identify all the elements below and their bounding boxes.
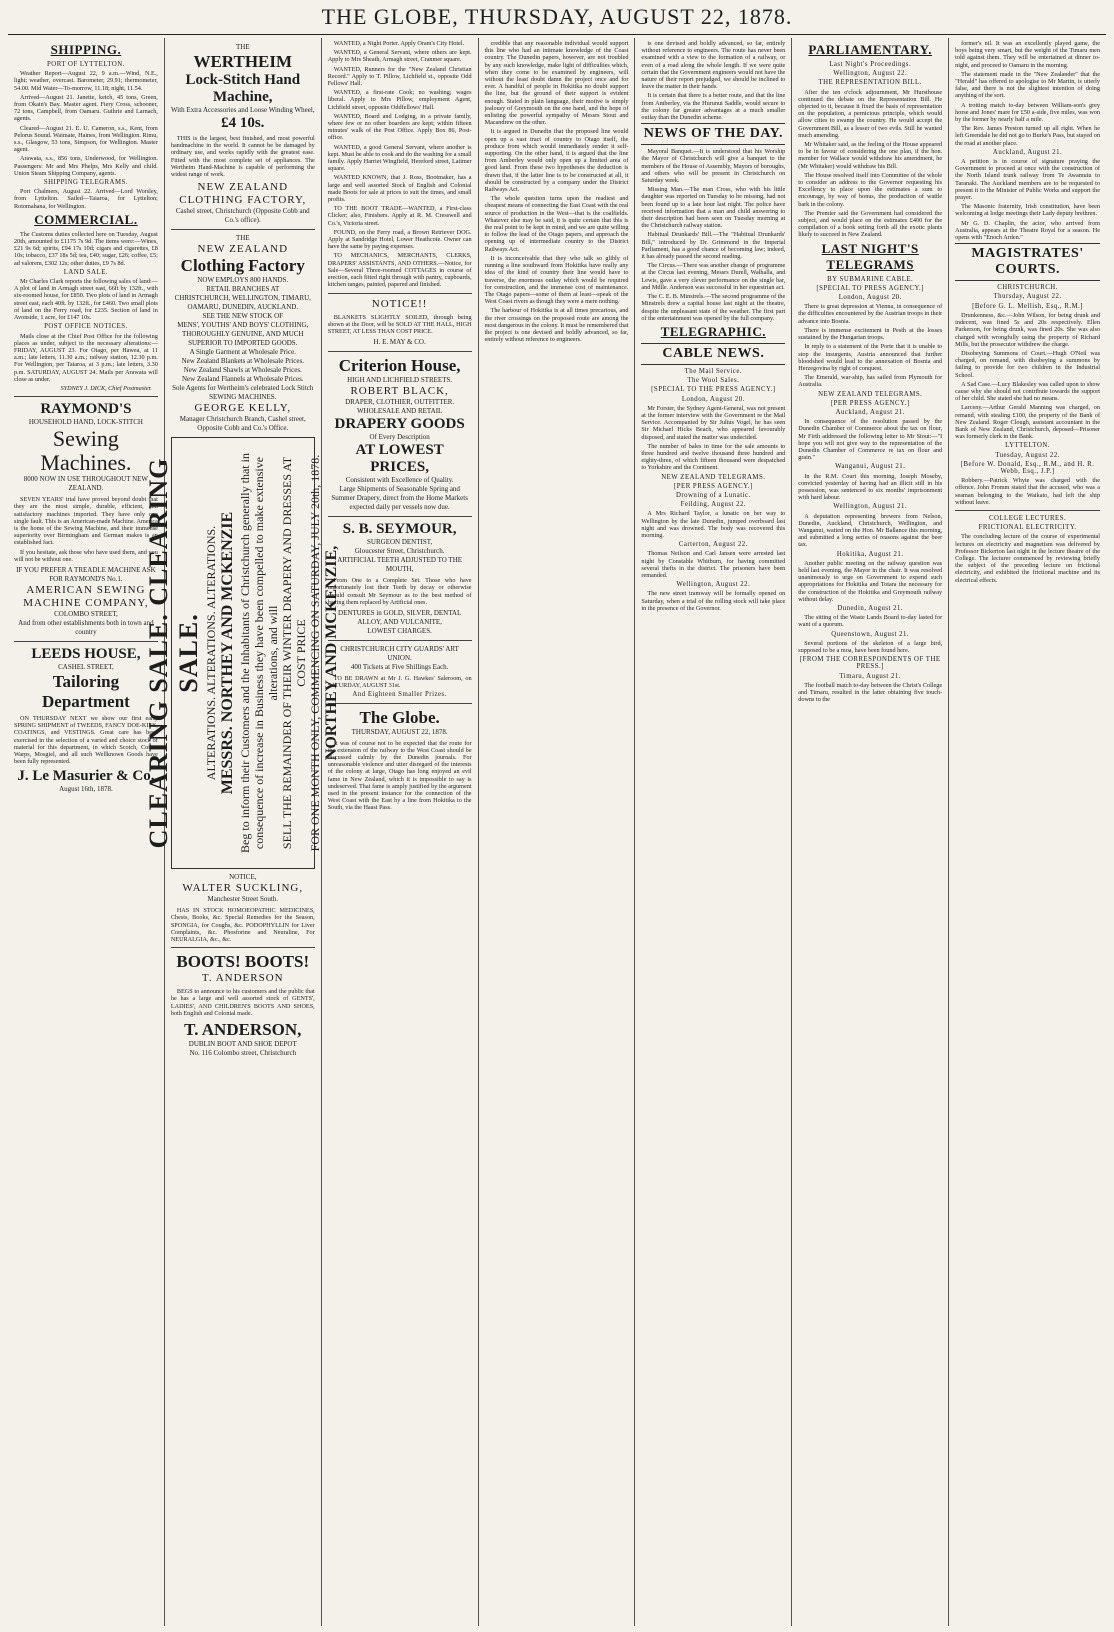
seymour-teeth: ARTIFICIAL TEETH ADJUSTED TO THE MOUTH, <box>337 556 463 574</box>
wertheim-machine: Lock-Stitch Hand Machine, <box>185 72 301 105</box>
factory-kelly: GEORGE KELLY, <box>194 402 292 415</box>
suckling-advert <box>171 873 315 904</box>
factory-employs: NOW EMPLOYS 800 HANDS. <box>197 276 289 285</box>
criterion-trades: DRAPER, CLOTHIER, OUTFITTER. <box>345 398 455 407</box>
factory-shawls: New Zealand Shawls at Wholesale Prices. <box>183 366 302 375</box>
wertheim-extra: With Extra Accessories and Loose Winding Wheel, <box>170 106 315 114</box>
last-nights-telegrams-heading: LAST NIGHT'S TELEGRAMS <box>821 240 919 272</box>
telegram-item: The Rev. James Preston turned up all right. When he left Greendale he did not go to Burke's Pass, but stayed on the road at another place. <box>955 125 1100 147</box>
special-agency-note: [SPECIAL TO THE PRESS AGENCY.] <box>651 386 776 394</box>
london-dateline: London, August 20. <box>681 395 745 403</box>
court-date: Tuesday, August 22. <box>995 451 1060 459</box>
factory-towns: CHRISTCHURCH, WELLINGTON, TIMARU, OAMARU, DUNEDIN, AUCKLAND. <box>174 294 311 312</box>
college-lectures-heading: COLLEGE LECTURES. <box>988 514 1067 522</box>
art-union-text: TO BE DRAWN at Mr J. G. Hawkes' Saleroom, on SATURDAY, AUGUST 31st. <box>327 674 472 690</box>
nzcf-advert <box>171 181 315 225</box>
cable-item: The Emerald, war-ship, has sailed from Plymouth for Australia. <box>798 374 943 389</box>
wanted-ad: TO THE BOOT TRADE—WANTED, a First-class Clicker; also, Finishers. Apply at R. M. Cresswell and Co.'s, Victoria street. <box>327 205 472 227</box>
wanted-ad: WANTED, a first-rate Cook; no washing; wages liberal. Apply to Mrs Pillow, employment Agent, Lichfield street, opposite Oddfellows' Hall. <box>327 89 472 111</box>
globe-date: THURSDAY, AUGUST 22, 1878. <box>351 727 448 736</box>
clearing-sale-line: Beg to inform their Customers and the Inhabitants of Christchurch generally that in consequence of increase in Business they have been compelled to make extensive alterations, and will <box>237 453 280 854</box>
wanted-ad: WANTED, a good General Servant, where another is kept. Must be able to cook and do the washing for a small family. Apply Harriet Wingfield, Hereford street, Latimer square. <box>327 143 472 173</box>
divider <box>14 641 158 642</box>
art-union-tickets: 400 Tickets at Five Shillings Each. <box>350 662 449 671</box>
leeds-advert <box>14 646 158 712</box>
wanted-ad: WANTED, Runners for the "New Zealand Christian Record." Apply to T. Pillow, Lichfield st., opposite Odd Fellows' Hall. <box>327 65 472 88</box>
factory-mens: MENS', YOUTHS' AND BOYS' CLOTHING, THOROUGHLY GENUINE, AND MUCH SUPERIOR TO IMPORTED GOODS. <box>177 321 309 348</box>
clothing-factory-advert <box>171 234 315 433</box>
submarine-cable-subheading: BY SUBMARINE CABLE. <box>827 275 914 283</box>
wanted-ad: WANTED KNOWN, that J. Ross, Bootmaker, has a large and well assorted Stock of English and Colonial made Boots for sale at prices to suit the times, and small profits. <box>327 174 472 204</box>
shipping-telegrams-heading: SHIPPING TELEGRAMS. <box>43 179 128 187</box>
auckland-dateline: Auckland, August 21. <box>992 148 1063 156</box>
leader-paragraph: It is argued in Dunedin that the proposed line would open up a vast tract of country to Otago itself, the produce from which would immediately render it self-supporting. On the other hand, it is argued that the line from Amberley would only open up a limited area of good land. From these two hypotheses the deduction is drawn that, if the latter line is to be constructed at all, it should be constructed by a company under the District Railways Act. <box>484 128 629 194</box>
wertheim-the: THE <box>235 43 250 51</box>
raymond-text: SEVEN YEARS' trial have proved beyond doubt that they are the most simple, durable, efficient, and satisfactory machines imported. They have only one single fault. This is an American-made Machine. America is the home of the Sewing Machine, and their immense superiority over Birmingham and German makes is an established fact. <box>14 496 158 547</box>
court-item: Drunkenness, &c.—John Wilson, for being drunk and indecent, was fined 5s and 20s respectively. Ellen Parkerson, for being drunk, was fined 20s. She was also charged with wrongfully using the property of Richard Mills, but the prosecutor withdrew the charge. <box>955 311 1100 348</box>
court-item: Disobeying Summons of Court.—Hugh O'Neil was charged, on remand, with disobeying a summons by failing to provide for two children in the Industrial School. <box>955 349 1100 379</box>
lyttelton-subheading: LYTTELTON. <box>1005 442 1051 450</box>
criterion-drapery: DRAPERY GOODS <box>334 416 465 433</box>
art-union-advert <box>328 645 472 672</box>
news-item: Mayoral Banquet.—It is understood that his Worship the Mayor of Christchurch will give a banquet to the members of the House of Assembly, Mayors of boroughs, and others who will be present in Christchurch on Saturday week. <box>641 148 786 185</box>
boots-text: BEGS to announce to his customers and the public that he has a large and well assorted stock of GENTS', LADIES', AND CHILDREN'S BOOTS AND SHOES, both English and Colonial made. <box>170 988 315 1017</box>
blankets-text: BLANKETS SLIGHTLY SOILED, through being shown at the Door, will be SOLD AT THE HALL, HIGH STREET, AT LESS THAN COST PRICE. <box>327 313 472 335</box>
suckling-title: WALTER SUCKLING, <box>182 882 304 895</box>
boots-depot: DUBLIN BOOT AND SHOE DEPOT <box>188 1040 297 1049</box>
nzcf-address: Cashel street, Christchurch (Opposite Cobb and Co.'s office). <box>175 207 310 225</box>
boots-address: No. 116 Colombo street, Christchurch <box>189 1049 297 1058</box>
criterion-shipments: Large Shipments of Seasonable Spring and Summer Drapery, direct from the Home Markets expected daily per vessels now due. <box>331 485 468 512</box>
court-before: [Before G. L. Mellish, Esq., R.M.] <box>972 302 1084 310</box>
telegraphic-heading: TELEGRAPHIC. <box>660 323 767 339</box>
boots-anderson: T. ANDERSON <box>201 972 284 985</box>
globe-leader-text: It was of course not to be expected that the route for the extension of the railway to the West Coast should be discussed calmly by the Dunedin journals. For unreasonable violence and utter disregard of the interests of the colony at large, Otago has long enjoyed an evil fame in New Zealand, which it is impossible to say is undeserved. That fame is amply justified by the argument used in the present instance for the connection of the West Coast with the East by a line from Hokitika to the South, via the Haast Pass. <box>327 739 472 812</box>
wanted-ad: WANTED, a Night Porter. Apply Oram's City Hotel. <box>333 40 465 47</box>
leeds-date: August 16th, 1878. <box>59 785 113 794</box>
clearing-sale-title: CLEARING SALE. CLEARING SALE. <box>143 457 203 849</box>
criterion-wholesale: WHOLESALE AND RETAIL <box>356 407 443 416</box>
land-sale-text: Mr Charles Clark reports the following sales of land:—A plot of land in Armagh street east, 66ft by 132ft., with six-roomed house, for £850. Two plots of land in Armagh street east, each 40ft. by 132ft., for £460. Two small plots of land on the Ferry road, for £235. Section of land in Avonside, 1 acre, for £147 10s. <box>14 278 158 322</box>
treadle-advert <box>14 566 158 637</box>
parliament-item: The House resolved itself into Committee of the whole to consider an address to the Governor requesting his Excellency to place upon the estimates a sum to encourage, by way of bonus, the production of wattle bark in the colony. <box>798 171 943 208</box>
post-office-heading: POST OFFICE NOTICES. <box>44 323 128 331</box>
land-sale-heading: LAND SALE. <box>63 268 109 276</box>
leader-paragraph: The whole question turns upon the readiest and cheapest means of connecting the East Coast with the real source of production in the West—that is the coalfields. Whatever else may be said, it is quite certain that this is the real point to be kept in mind, and we are quite willing to follow the lead of the Otago papers, and approach the opening up of intermediate country to the District Railways Act. <box>484 195 629 253</box>
cable-item: The number of bales in time for the sale amounts to three hundred and twelve thousand three hundred and eighty-three, of which fifteen thousand were despatched to Yorkshire and the Continent. <box>641 442 786 472</box>
clearing-sale-month: FOR ONE MONTH ONLY, COMMENCING ON SATURDAY, JULY 20th, 1878. <box>307 454 322 852</box>
factory-wholesale: A Single Garment at Wholesale Price. <box>189 348 296 357</box>
correspondents-note: [FROM THE CORRESPONDENTS OF THE PRESS.] <box>799 656 941 671</box>
nzcf-title: NEW ZEALAND CLOTHING FACTORY, <box>179 181 307 207</box>
raymond-sub: HOUSEHOLD HAND, LOCK-STITCH <box>28 418 143 427</box>
found-ad: FOUND, on the Ferry road, a Brown Retriever DOG. Apply at Sandridge Hotel, Lower Heathcote. Owner can have the same by paying expenses. <box>327 228 472 251</box>
magistrates-courts-heading: MAGISTRATES' COURTS. <box>955 243 1100 281</box>
telegram-item: A Mrs Richard Taylor, a lunatic on her way to Wellington by the late Dunedin, jumped overboard last night and was drowned. The body was recovered this morning. <box>641 510 786 539</box>
column-1 <box>8 38 165 1626</box>
cable-item: In reply to a statement of the Porte that it is unable to stop the insurgents, Austria announced that further bloodshed would lead to the annexation of Bosnia and Herzegovina by right of conquest. <box>798 343 943 372</box>
wanganui-dateline: Wanganui, August 21. <box>835 463 906 471</box>
criterion-consistent: Consistent with Excellence of Quality. <box>345 476 454 485</box>
telegram-item: A trotting match to-day between William-son's grey horse and Jones' mare for £50 a-side, five miles, was won by the former by nearly half a mile. <box>955 101 1100 124</box>
representation-bill-heading: THE REPRESENTATION BILL. <box>818 79 922 87</box>
telegram-item: Mr G. D. Chaplin, the actor, who arrived from Australia, appears at the Theatre Royal for a season. He opens with "Enoch Arden." <box>955 219 1100 242</box>
court-before: [Before W. Donald, Esq., R.M., and H. R. Webb, Esq., J.P.] <box>960 460 1095 475</box>
art-union-prizes: And Eighteen Smaller Prizes. <box>352 691 447 699</box>
court-item: Larceny.—Arthur Gerald Manning was charged, on remand, with stealing £100, the property of the Bank of New Zealand. Roger Clough, assistant accountant in the Bank of New Zealand, Christchurch, deposed—Prisoner was formerly clerk in the Bank. <box>955 404 1100 441</box>
leeds-signature: J. Le Masurier & Co. <box>17 768 155 785</box>
criterion-description: Of Every Description <box>369 433 430 442</box>
wellington-dateline: Wellington, August 21. <box>833 503 908 511</box>
divider <box>328 351 472 352</box>
nz-telegrams-heading: NEW ZEALAND TELEGRAMS. <box>818 390 923 398</box>
telegram-item: The new street tramway will be formally opened on Saturday, when a trial of the rolling stock will take place in the presence of the Governor. <box>641 590 786 612</box>
carterton-dateline: Carterton, August 22. <box>678 541 748 549</box>
cable-news-heading: CABLE NEWS. <box>641 343 785 365</box>
raymond-advert <box>14 401 158 493</box>
telegram-item: former's nil. It was an excellently played game, the boys being very smart, but the weight of the Timaru men told against them. They will be entertained at dinner to-night, and proceed to Oamaru in the morning. <box>955 40 1100 69</box>
sewing-company-address: COLOMBO STREET, <box>54 609 118 618</box>
art-union-title: CHRISTCHURCH CITY GUARDS' ART UNION. <box>340 644 459 662</box>
factory-see: SEE THE NEW STOCK OF <box>202 312 284 321</box>
factory-the: THE <box>235 234 250 243</box>
london-dateline: London, August 20. <box>838 294 902 302</box>
auckland-dateline: Auckland, August 21. <box>835 408 905 416</box>
blankets-signature-block <box>328 338 472 347</box>
criterion-advert <box>328 356 472 512</box>
telegram-item: The sitting of the Waste Lands Board to-day lasted for want of a quorum. <box>798 614 943 629</box>
raymond-title: RAYMOND'S <box>40 401 132 418</box>
news-of-the-day-heading: NEWS OF THE DAY. <box>641 123 785 145</box>
shipping-telegrams-text: Port Chalmers, August 22. Arrived—Lord Worsley, from Lyttelton. Sailed—Taiaroa, for Lyttelton; Rotomahana, for Wellington. <box>14 188 158 210</box>
telegram-item: A petition is in course of signature praying the Government to proceed at once with the construction of the North Island trunk railway from Te Awamutu to Taranaki. The Auckland members are to be requested to present it to the Minister of Public Works and support the prayer. <box>955 158 1100 202</box>
press-agency-note: [PER PRESS AGENCY.] <box>674 482 753 490</box>
news-item: Habitual Drunkards' Bill.—The "Habitual Drunkards' Bill," introduced by Dr. Grimmond in the Imperial Parliament, has a good chance of becoming law; indeed, it has already passed the second reading. <box>641 231 786 261</box>
leeds-headline: Tailoring Department <box>42 671 130 711</box>
column-7 <box>949 38 1106 1626</box>
column-3 <box>322 38 479 1626</box>
suckling-address: Manchester Street South. <box>207 895 279 904</box>
sewing-company: AMERICAN SEWING MACHINE COMPANY, <box>23 583 149 609</box>
news-item: Missing Man.—The man Cross, who with his little daughter was reported on Tuesday to be missing, had not been found up to a late hour last night. The police have received information that a man and child answering to their description had been seen on Tuesday morning at the Christchurch railway station. <box>641 186 786 230</box>
wellington-dateline: Wellington, August 22. <box>676 581 751 589</box>
wool-sales-subheading: The Wool Sales. <box>687 377 740 385</box>
raymond-headline: Sewing Machines. <box>40 426 132 476</box>
cable-item: Mr Forster, the Sydney Agent-General, was not present at the former interview with the Government re the Mail Service. Accompanied by Sir Julius Vogel, he has seen Sir Michael Hicks Beach, who appeared favourably disposed, and stated the matter was undecided. <box>641 404 786 441</box>
electricity-subheading: FRICTIONAL ELECTRICITY. <box>978 524 1077 532</box>
sewing-company-more: And from other establishments both in town and country <box>18 618 154 636</box>
wertheim-advert <box>171 43 315 132</box>
factory-nz: NEW ZEALAND <box>197 243 289 256</box>
parliament-item: Mr Whitaker said, as the feeling of the House appeared to be in favour of considering the one plan, if the hon. member for Wallace would withdraw his amendment, he (Mr Whitaker) would withdraw his Bill. <box>798 141 943 170</box>
masthead-rule <box>8 34 1106 35</box>
wertheim-text: THIS is the largest, best finished, and most powerful handmachine in the world. It cannot be be damaged by ordinary use, and works rapidly with the greatest ease. Fitted with the most complete set of appliances. The Wertheim Hand-Machine is capable of performing the widest range of work. <box>170 135 315 179</box>
shipping-sailed: Arawata, s.s., 856 tons, Underwood, for Wellington. Passengers: Mr and Mrs Phelps, Mrs Kelly and child. Union Steam Shipping Company, agents. <box>14 155 158 177</box>
wertheim-title: WERTHEIM <box>193 52 293 71</box>
wanted-ad: WANTED, Board and Lodging, in a private family, where few or no other boarders are kept; within fifteen minutes' walk of the Post Office. Apply Box 86, Post-office. <box>327 112 472 142</box>
divider <box>328 640 472 641</box>
column-2 <box>143 38 340 1626</box>
leeds-street: CASHEL STREET, <box>58 662 114 671</box>
commercial-heading: COMMERCIAL. <box>34 211 138 227</box>
mail-service-subheading: The Mail Service. <box>684 367 743 375</box>
leader-paragraph: credible that any reasonable individual would support this line who had an intimate knowledge of the Coast country. The Dunedin papers, however, are not troubled by any such knowledge, make light of difficulties which, when they come to be examined by engineers, will without the least doubt damn the project once and for ever. A handful of people in Hokitika no doubt support the line, but the ground of their support is evident enough. Stated in plain language, their motive is simply jealousy of Greymouth on the one hand, and the hope of enlisting the powerful sympathy of Messrs Stout and Macandrew on the other. <box>484 40 629 127</box>
column-5 <box>635 38 792 1626</box>
blankets-notice: NOTICE!! <box>371 297 428 310</box>
blankets-signature: H. E. MAY & CO. <box>373 338 426 347</box>
leader-paragraph: is one devised and boldly advanced, so far, entirely without reference to engineers. The route has never been examined with a view to the formation of a railway, or even of a road along the whole length. If we were quite certain that the Government engineers would not have the nature of their report prejudged, we should be inclined to leave the matter in their hands. <box>641 40 786 91</box>
parliament-item: The Premier said the Government had considered the subject, and would place on the estimates £400 for the compilation of a book setting forth all the exotic plants likely to succeed in New Zealand. <box>798 209 943 239</box>
shipping-weather: Weather Report—August 22, 9 a.m.—Wind, N.E., light; weather, overcast. Barometer, 29.91; thermometer, 54.00. Mid Water—To-morrow, 11.18; night, 11.54. <box>14 70 158 92</box>
commercial-text: The Customs duties collected here on Tuesday, August 20th, amounted to £1175 7s 9d. The items were:—Wines, £21 9s 6d; spirits, £94 17s 10d; cigars and cigarettes, £8 10s; tobacco, £37 18s 5d; tea, £40; sugar, £26; coffee, £5; ad valorem, £302 12s; other duties, £9 7s 8d. <box>14 230 158 267</box>
christchurch-subheading: CHRISTCHURCH. <box>997 284 1058 292</box>
divider <box>328 703 472 704</box>
clearing-sale-firm: MESSRS. NORTHEY AND MCKENZIE <box>218 512 236 795</box>
lecture-text: The concluding lecture of the course of experimental lectures on electricity and magnetism was delivered by Professor Bickerton last night in the lecture theatre of the College. The lecturer commenced by reviewing briefly the subject of the preceding lecture on frictional electricity, and exhibited the frictional machine and its electrical effects. <box>955 533 1100 584</box>
criterion-black: ROBERT BLACK, <box>350 385 449 398</box>
factory-flannels: New Zealand Flannels at Wholesale Prices. <box>181 375 304 384</box>
clearing-sale-advert <box>143 437 340 869</box>
parliament-item: After the ten o'clock adjournment, Mr Hursthouse continued the debate on the Representation Bill. He objected to it, because it fixed the basis of representation on the population, a pernicious principle, which would allow cities to swamp the country. He would accept the Government Bill, as a lesser of two evils. Still he wanted much amending. <box>798 88 943 139</box>
boots-title: BOOTS! BOOTS! <box>176 952 310 972</box>
court-item: Robbery.—Patrick Whyte was charged with the offence. John Fromm stated that the accused, who was a seaman belonging to the Waikato, had left the ship without leave. <box>955 477 1100 506</box>
shipping-heading: SHIPPING. <box>50 42 122 57</box>
telegram-item: Another public meeting on the railway question was held last evening, the Mayor in the chair. It was resolved unanimously to urge on Government to expend such appropriations for Hokitika and Totara the necessary for the construction of the Hokitika and Greymouth railway without delay. <box>798 559 943 603</box>
hokitika-dateline: Hokitika, August 21. <box>836 550 904 558</box>
factory-agents: Sole Agents for Wertheim's celebrated Lock Stitch SEWING MACHINES. <box>172 384 314 402</box>
divider <box>328 293 472 294</box>
press-agency-note: [PER PRESS AGENCY.] <box>830 399 910 407</box>
criterion-title: Criterion House, <box>338 356 461 376</box>
post-office-text: Mails close at the Chief Post Office for the following places as under, subject to the necessary alterations:—FRIDAY, AUGUST 23. For Otago, per Hawea, at 11 a.m.; late letters, 11.30 a.m.; railway station, 12.30 p.m. For Wellington, per Taiaroa, at 3 p.m.; late letters, 3.30 p.m. SATURDAY, AUGUST 24. Mails per Arawata will close as under. <box>14 332 158 383</box>
seymour-title: S. B. SEYMOUR, <box>342 521 457 538</box>
cable-item: There is great depression at Vienna, in consequence of the difficulties encountered by the Austrian troops in their advance into Bosnia. <box>798 303 943 325</box>
seymour-dentures: DENTURES in GOLD, SILVER, DENTAL ALLOY, AND VULCANITE, <box>338 608 462 626</box>
telegram-item: The Masonic fraternity, Irish constitution, have been welcoming at lodge meetings their Lady deputy brethren. <box>955 203 1100 218</box>
factory-blankets: New Zealand Blankets at Wholesale Prices. <box>181 357 304 366</box>
column-6 <box>792 38 949 1626</box>
blankets-advert <box>328 298 472 311</box>
telegram-item: In the R.M. Court this morning, Joseph Moseby, convicted yesterday of having had an illicit still in his possession, was sentenced to six months' imprisonment with hard labour. <box>798 472 943 502</box>
factory-title: Clothing Factory <box>180 256 305 276</box>
telegram-item: In consequence of the resolution passed by the Dunedin Chamber of Commerce about the tax on flour, Mr Firth addressed the following letter to Mr Stout:—"I hope you will not give way to the representation of the Dunedin Chamber of Commerce re tax on flour and grain." <box>798 418 943 462</box>
court-date: Thursday, August 22. <box>993 293 1062 301</box>
court-item: A Sad Case.—Lucy Blakesley was called upon to show cause why she should not contribute towards the support of her child. She stated she had no means. <box>955 380 1100 403</box>
boots-signature-block <box>171 1020 315 1058</box>
proceedings-subheading: Last Night's Proceedings. <box>829 61 912 68</box>
globe-title: The Globe. <box>359 707 440 727</box>
globe-leader-head <box>328 708 472 737</box>
dunedin-dateline: Dunedin, August 21. <box>837 605 904 612</box>
seymour-charges: LOWEST CHARGES. <box>367 626 432 635</box>
treadle-text: IF YOU PREFER A TREADLE MACHINE ASK FOR RAYMOND'S No.1. <box>16 565 156 583</box>
shipping-cleared: Cleared—August 21. E. U. Cameron, s.s., Kent, from Pelorus Sound. Waimate, Haines, from Wellington. Rimu, s.s., Glasgow, 53 tons, Simpson, for Wellington. Master agent. <box>14 124 158 154</box>
divider <box>171 947 315 948</box>
port-subheading: PORT OF LYTTELTON. <box>47 61 125 68</box>
telegram-item: Several portions of the skeleton of a large bird, supposed to be a moa, have been found here. <box>798 639 943 655</box>
boots-advert <box>171 952 315 985</box>
telegram-item: The statement made in the "New Zealander" that the "Herald" has offered to apologise to Mr Martin, is utterly false, and there is not the slightest intention of doing anything of the sort. <box>955 70 1100 100</box>
factory-retail: RETAIL BRANCHES AT <box>206 285 280 294</box>
masthead: THE GLOBE, THURSDAY, AUGUST 22, 1878. <box>321 4 793 29</box>
shipping-arrived: Arrived—August 21. Janette, ketch, 45 tons, Green, from Okain's Bay. Master agent. Fiery Cross, schooner, 72 tons, Campbell, from Oamaru. Guthrie and Larnach, agents. <box>14 93 158 123</box>
raymond-tagline: 8000 NOW IN USE THROUGHOUT NEW ZEALAND. <box>23 475 149 493</box>
seymour-address: Gloucester Street, Christchurch. <box>354 547 445 556</box>
clearing-sale-sell: SELL THE REMAINDER OF THEIR WINTER DRAPERY AND DRESSES AT COST PRICE <box>279 457 308 850</box>
feilding-dateline: Feilding, August 22. <box>680 501 747 509</box>
suckling-notice: NOTICE, <box>229 873 257 882</box>
divider <box>328 516 472 517</box>
news-item: The Circus.—There was another change of programme at the Circus last evening, Messrs Durell, Walhalla, and Lewis, gave a very clever performance on the single bar, and Mdlle. Anderson was successful in her equestrian act. <box>641 262 786 291</box>
newspaper-columns <box>8 38 1106 1626</box>
telegram-item: A deputation representing brewers from Nelson, Dunedin, Auckland, Christchurch, Wellington, and Wanganui, waited on the Hon. Mr Ballance this morning, and submitted a long series of reasons against the beer tax. <box>798 512 943 549</box>
timaru-dateline: Timaru, August 21. <box>839 672 902 680</box>
leeds-signature-block <box>14 768 158 794</box>
leeds-title: LEEDS HOUSE, <box>31 645 141 662</box>
leeds-text: ON THURSDAY NEXT we show our first early SPRING SHIPMENT of TWEEDS, FANCY DOE-KINS, COATINGS, and VESTINGS. Great care has been exercised in the selection of a varied and choice stock of material for this department, in which Scotch, Cotton Warps, Mosgiel, and all such Wellknown Goods have been fully represented. <box>14 714 158 766</box>
post-office-signature: SYDNEY J. DICK, Chief Postmaster. <box>60 384 152 392</box>
clearing-sale-signature: NORTHEY AND MCKENZIE, <box>322 546 340 761</box>
divider <box>14 396 158 397</box>
leader-paragraph: It is certain that there is a better route, and that the line from Amberley, via the Hurunui Saddle, would secure to the colony far greater advantages at a much smaller outlay than the Dunedin scheme. <box>641 92 786 122</box>
seymour-dentures-block <box>328 609 472 636</box>
parliamentary-heading: PARLIAMENTARY. <box>808 42 933 57</box>
special-agency-note: [SPECIAL TO PRESS AGENCY.] <box>816 284 924 292</box>
mechanics-ad: TO MECHANICS, MERCHANTS, CLERKS, DRAPERS' ASSISTANTS, AND OTHERS.—Notice, for Sale—Several Three-roomed COTTAGES in course of erection, each fitted right through with pantry, cupboards, kitchen ranges, painted, papered and finished. <box>327 252 472 289</box>
seymour-text: From One to a Complete Set. Those who have unfortunately lost their Teeth by decay or otherwise should consult Mr Seymour as to the best method of having them replaced by Artificial ones. <box>327 577 472 606</box>
seymour-dentist: SURGEON DENTIST, <box>367 538 433 547</box>
boots-signature: T. ANDERSON, <box>184 1020 302 1040</box>
drowning-heading: Drowning of a Lunatic. <box>675 491 751 499</box>
queenstown-dateline: Queenstown, August 21. <box>831 630 910 638</box>
wellington-dateline: Wellington, August 22. <box>833 70 908 78</box>
cable-item: There is immense excitement in Pesth at the losses sustained by the Hungarian troops. <box>798 326 943 342</box>
column-4 <box>479 38 636 1626</box>
divider <box>171 229 315 230</box>
criterion-address: HIGH AND LICHFIELD STREETS. <box>347 376 453 385</box>
leader-paragraph: The harbour of Hokitika is at all times precarious, and the river crossings on the proposed route are among the most dangerous in the colony. It must be remembered that the project is one devised and boldly advanced, so far, entirely without reference to engineers. <box>484 307 629 344</box>
raymond-text-2: If you hesitate, ask those who have used them, and you will not be without one. <box>14 548 158 563</box>
divider <box>955 510 1100 511</box>
factory-manager: Manager Christchurch Branch, Cashel street, Opposite Cobb and Co.'s Office. <box>179 415 306 433</box>
news-item: The C. E. B. Minstrels.—The second programme of the Minstrels drew a capital house last night at the theatre, despite the unpleasant state of the weather. The first part of the entertainment was opened by the full company. <box>641 293 786 322</box>
seymour-advert <box>328 521 472 574</box>
wanted-ad: WANTED, a General Servant, where others are kept. Apply to Mrs Sheath, Armagh street, Cranmer square. <box>327 49 472 64</box>
leader-paragraph: It is inconceivable that they who talk so glibly of running a line southward from Hokitika have really any idea of the kind of country their line would have to traverse, the enormous outlay which would be required for construction, and the immense cost of maintenance. The Otago papers—some of them at least—speak of the West Coast rivers as though they were a mere nothing. <box>484 254 629 306</box>
clearing-sale-alterations: ALTERATIONS. ALTERATIONS. ALTERATIONS. <box>203 526 218 781</box>
telegram-item: The football match to-day between the Christ's College and Timaru, resulted in the latter obtaining five touch-downs to the <box>798 681 943 704</box>
telegram-item: Thomas Neilson and Carl Jansen were arrested last night by Constable Whitburn, for having committed several thefts in the district. The prisoners have been remanded. <box>641 550 786 579</box>
suckling-text: HAS IN STOCK HOMOEOPATHIC MEDICINES, Chests, Books, &c. Special Remedies for the Season, SPONGIA, for Coughs, &c. PODOPHYLLIN for Liver Complaints, &c. Phosforine and Neuraline, For NEURALGIA, &c., &c. <box>170 907 315 944</box>
wertheim-price: £4 10s. <box>221 115 265 131</box>
criterion-lowest: AT LOWEST PRICES, <box>355 442 444 476</box>
nz-telegrams-heading: NEW ZEALAND TELEGRAMS. <box>661 473 766 481</box>
clearing-sale-rotated <box>144 443 342 863</box>
